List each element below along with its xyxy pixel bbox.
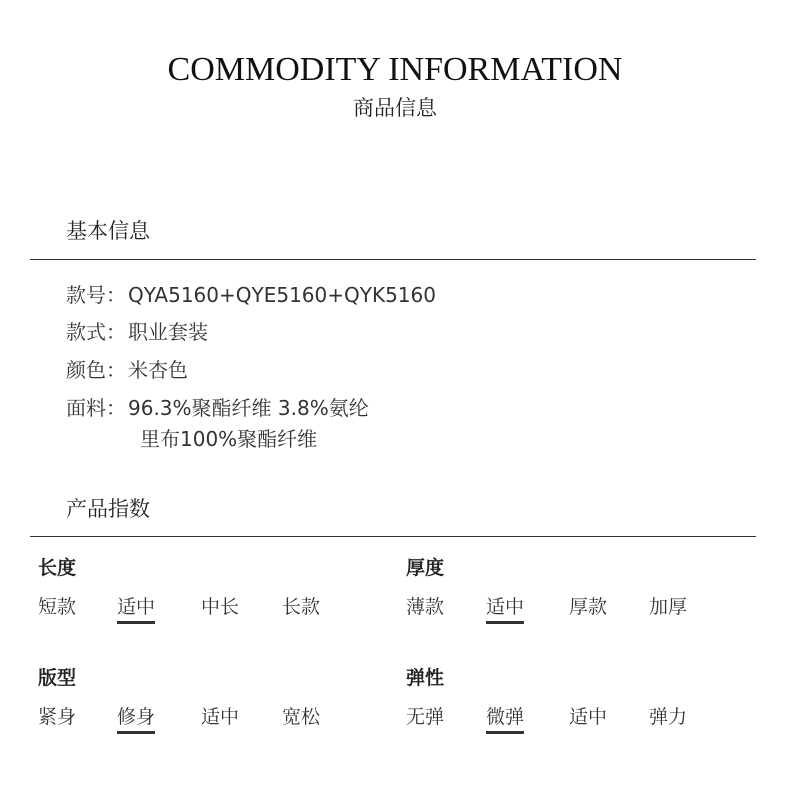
option-elasticity-3: 适中 <box>569 706 608 728</box>
option-length-2-selected: 适中 <box>117 594 155 624</box>
info-label: 面料： <box>66 396 126 420</box>
option-fit-3: 适中 <box>201 706 240 728</box>
option-elasticity-1: 无弹 <box>406 706 445 728</box>
option-elasticity-4: 弹力 <box>649 706 688 728</box>
attr-title-thickness: 厚度 <box>406 557 445 579</box>
info-label: 颜色： <box>66 358 126 382</box>
info-value: 米杏色 <box>128 358 188 382</box>
attr-title-length: 长度 <box>38 557 77 579</box>
basic-info-heading: 基本信息 <box>66 219 150 243</box>
option-fit-1: 紧身 <box>38 706 77 728</box>
option-elasticity-2-selected: 微弹 <box>486 704 524 734</box>
info-value: 96.3%聚酯纤维 3.8%氨纶 <box>128 396 369 420</box>
info-row-style-number <box>66 280 436 310</box>
info-label: 款式： <box>66 320 126 344</box>
option-fit-2-selected: 修身 <box>117 704 155 734</box>
option-length-3: 中长 <box>201 596 240 618</box>
info-value: QYA5160+QYE5160+QYK5160 <box>128 283 436 307</box>
attr-title-elasticity: 弹性 <box>406 667 445 689</box>
basic-info-divider <box>30 259 756 260</box>
info-row-color <box>66 355 188 385</box>
info-row-fabric <box>66 393 369 423</box>
option-thickness-4: 加厚 <box>649 596 688 618</box>
page-title-english: COMMODITY INFORMATION <box>167 51 623 88</box>
product-index-divider <box>30 536 756 537</box>
info-row-style <box>66 317 208 347</box>
info-label: 款号： <box>66 283 126 307</box>
option-fit-4: 宽松 <box>282 706 321 728</box>
product-index-heading: 产品指数 <box>66 497 150 521</box>
page-title-chinese: 商品信息 <box>353 96 437 120</box>
info-fabric-lining: 里布100%聚酯纤维 <box>140 427 318 451</box>
info-value: 职业套装 <box>128 320 208 344</box>
option-thickness-3: 厚款 <box>569 596 608 618</box>
option-length-1: 短款 <box>38 596 77 618</box>
option-thickness-1: 薄款 <box>406 596 445 618</box>
option-thickness-2-selected: 适中 <box>486 594 524 624</box>
attr-title-fit: 版型 <box>38 667 77 689</box>
option-length-4: 长款 <box>282 596 321 618</box>
